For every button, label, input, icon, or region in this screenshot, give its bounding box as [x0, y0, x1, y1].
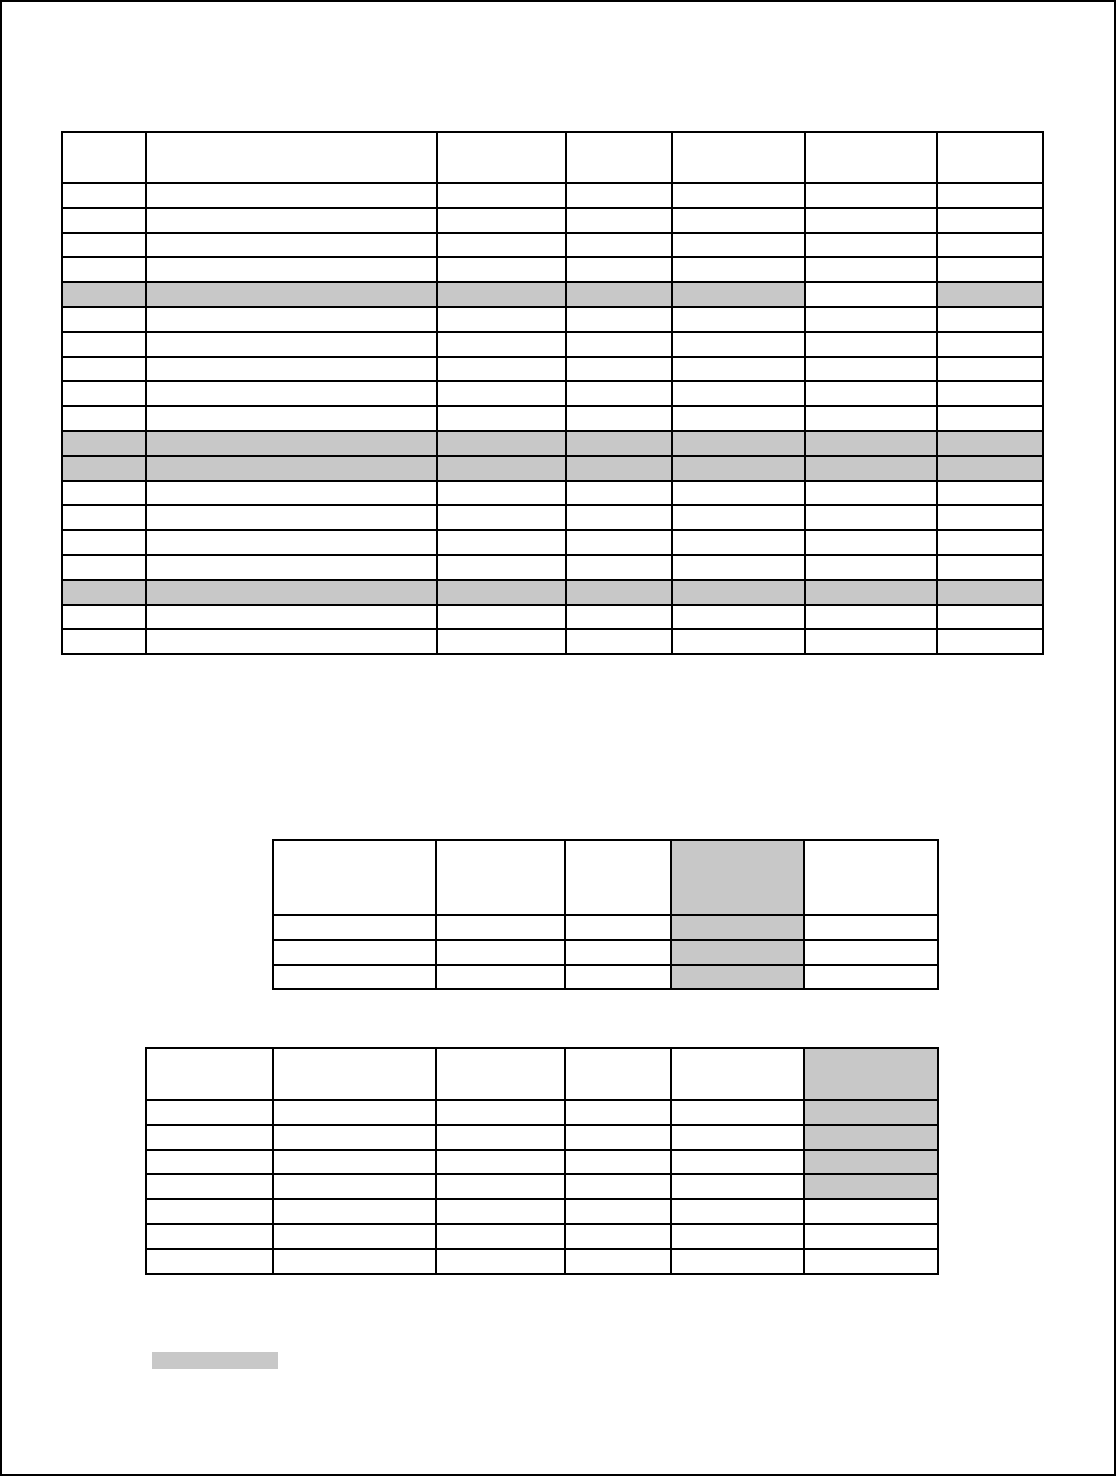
table-cell [672, 208, 805, 233]
table-cell [672, 530, 805, 555]
table-cell [436, 1224, 565, 1249]
table-row [146, 1199, 938, 1224]
table-cell [671, 1249, 804, 1274]
table-cell [146, 357, 437, 382]
table-cell [672, 481, 805, 506]
table-cell [805, 307, 936, 332]
table-cell [565, 1224, 671, 1249]
table-cell [566, 233, 672, 258]
table-cell [146, 1249, 273, 1274]
table-cell [805, 332, 936, 357]
table-cell [566, 605, 672, 630]
table-cell [805, 257, 936, 282]
table-row [62, 381, 1043, 406]
table-row [146, 1224, 938, 1249]
table-row [62, 431, 1043, 456]
table-cell [566, 481, 672, 506]
table-cell [805, 282, 936, 307]
table-row [62, 307, 1043, 332]
table-cell [565, 1125, 671, 1150]
table-cell [437, 505, 566, 530]
table-cell [566, 530, 672, 555]
table-cell [146, 1150, 273, 1175]
header-cell [565, 1048, 671, 1100]
table-row [273, 915, 938, 940]
table-cell [672, 357, 805, 382]
table-cell [672, 381, 805, 406]
table-cell [805, 183, 936, 208]
table-cell [62, 605, 146, 630]
table-row [62, 555, 1043, 580]
table-cell [62, 505, 146, 530]
table-cell [805, 481, 936, 506]
table-row [62, 233, 1043, 258]
table-cell [62, 381, 146, 406]
table-cell [62, 208, 146, 233]
table-cell [62, 530, 146, 555]
table-cell [565, 965, 671, 990]
table-row [62, 357, 1043, 382]
table-cell [565, 1174, 671, 1199]
table-cell [62, 629, 146, 654]
table-cell-shaded [671, 915, 804, 940]
table-cell [671, 1125, 804, 1150]
table-cell [671, 1224, 804, 1249]
table-cell [805, 357, 936, 382]
header-cell [566, 132, 672, 183]
header-cell [273, 1048, 436, 1100]
table-cell [146, 1125, 273, 1150]
table-row [62, 282, 1043, 307]
table-cell-shaded [805, 580, 936, 605]
table-cell-shaded [805, 431, 936, 456]
table-cell [566, 406, 672, 431]
table-cell [805, 605, 936, 630]
table-cell [566, 183, 672, 208]
header-cell [273, 840, 436, 915]
table-cell [805, 406, 936, 431]
table-row [62, 580, 1043, 605]
table-row [146, 1174, 938, 1199]
table-cell [146, 505, 437, 530]
table-cell-shaded [566, 282, 672, 307]
table-cell-shaded [62, 282, 146, 307]
table-cell [437, 208, 566, 233]
table-cell [273, 1249, 436, 1274]
table-cell [437, 530, 566, 555]
table-cell [565, 1100, 671, 1125]
table-cell [62, 307, 146, 332]
table-cell-shaded [62, 431, 146, 456]
table-cell [566, 307, 672, 332]
table-cell [273, 1199, 436, 1224]
table-row [62, 257, 1043, 282]
table-cell [62, 406, 146, 431]
table-cell [804, 940, 938, 965]
table-cell [937, 332, 1043, 357]
table-cell-shaded [437, 456, 566, 481]
table-cell [437, 605, 566, 630]
table-cell [62, 555, 146, 580]
table-cell [146, 1199, 273, 1224]
header-cell-shaded [671, 840, 804, 915]
table-row [62, 481, 1043, 506]
table-cell [146, 208, 437, 233]
table-cell-shaded [437, 431, 566, 456]
table-cell [566, 357, 672, 382]
table-cell-shaded [671, 940, 804, 965]
detail-table [145, 1047, 939, 1275]
header-cell [146, 1048, 273, 1100]
table-cell [62, 357, 146, 382]
header-cell [437, 132, 566, 183]
table-cell [566, 332, 672, 357]
table-cell-shaded [672, 580, 805, 605]
highlight-bar [152, 1352, 278, 1369]
table-row [62, 605, 1043, 630]
table-cell [937, 257, 1043, 282]
table-cell [62, 233, 146, 258]
table-cell [273, 1125, 436, 1150]
table-cell [937, 357, 1043, 382]
header-cell [671, 1048, 804, 1100]
table-cell [436, 1174, 565, 1199]
table-cell [565, 915, 671, 940]
table-row [146, 1249, 938, 1274]
table-cell [436, 1199, 565, 1224]
table-cell [672, 183, 805, 208]
header-cell [436, 1048, 565, 1100]
table-cell-shaded [437, 580, 566, 605]
table-cell [672, 605, 805, 630]
table-cell-shaded [566, 431, 672, 456]
table-cell [436, 1249, 565, 1274]
table-cell [565, 1150, 671, 1175]
summary-table-body [273, 915, 938, 989]
table-cell-shaded [937, 431, 1043, 456]
table-cell [937, 381, 1043, 406]
table-row [62, 332, 1043, 357]
table-cell [804, 915, 938, 940]
table-cell [805, 233, 936, 258]
table-cell [437, 406, 566, 431]
header-cell [436, 840, 565, 915]
header-cell [62, 132, 146, 183]
table-cell [146, 406, 437, 431]
table-cell [804, 1249, 938, 1274]
table-cell [671, 1100, 804, 1125]
summary-table-header-row [273, 840, 938, 915]
table-row [62, 629, 1043, 654]
table-row [273, 965, 938, 990]
table-cell [671, 1150, 804, 1175]
table-cell [437, 307, 566, 332]
table-row [273, 940, 938, 965]
table-cell-shaded [62, 456, 146, 481]
table-cell [937, 629, 1043, 654]
table-cell-shaded [805, 456, 936, 481]
table-cell-shaded [672, 456, 805, 481]
table-row [62, 456, 1043, 481]
table-cell-shaded [804, 1174, 938, 1199]
table-row [62, 208, 1043, 233]
table-cell [566, 629, 672, 654]
table-cell [146, 1174, 273, 1199]
table-cell [566, 505, 672, 530]
header-cell [565, 840, 671, 915]
table-cell [937, 505, 1043, 530]
main-table-header-row [62, 132, 1043, 183]
table-cell [146, 555, 437, 580]
table-cell [566, 381, 672, 406]
table-cell-shaded [937, 282, 1043, 307]
table-cell [436, 1100, 565, 1125]
main-table-body [62, 183, 1043, 654]
table-cell [937, 530, 1043, 555]
table-row [146, 1100, 938, 1125]
table-cell [437, 481, 566, 506]
table-row [62, 505, 1043, 530]
table-cell [437, 257, 566, 282]
table-cell-shaded [146, 282, 437, 307]
table-cell [437, 332, 566, 357]
table-cell [672, 505, 805, 530]
table-cell [146, 530, 437, 555]
table-cell [805, 629, 936, 654]
table-cell [437, 183, 566, 208]
table-cell [672, 257, 805, 282]
table-cell [566, 208, 672, 233]
table-cell-shaded [62, 580, 146, 605]
table-cell [146, 257, 437, 282]
detail-table-body [146, 1100, 938, 1274]
table-cell [565, 1199, 671, 1224]
main-table [61, 131, 1044, 655]
table-cell-shaded [566, 456, 672, 481]
table-cell [146, 183, 437, 208]
table-cell [937, 605, 1043, 630]
table-cell-shaded [146, 456, 437, 481]
table-cell [671, 1199, 804, 1224]
table-cell-shaded [937, 580, 1043, 605]
table-cell-shaded [146, 431, 437, 456]
table-cell [146, 605, 437, 630]
table-row [62, 183, 1043, 208]
table-cell [437, 629, 566, 654]
table-cell [146, 381, 437, 406]
table-cell [805, 381, 936, 406]
table-cell [937, 233, 1043, 258]
table-cell [565, 940, 671, 965]
header-cell [804, 840, 938, 915]
table-cell [437, 357, 566, 382]
table-cell [805, 555, 936, 580]
table-cell [273, 940, 436, 965]
table-cell [804, 1199, 938, 1224]
table-cell [273, 1174, 436, 1199]
table-cell [937, 307, 1043, 332]
table-cell [436, 965, 565, 990]
table-cell [273, 1100, 436, 1125]
table-cell [146, 307, 437, 332]
table-cell [804, 965, 938, 990]
table-cell [62, 257, 146, 282]
table-cell [62, 183, 146, 208]
header-cell [805, 132, 936, 183]
table-cell-shaded [804, 1100, 938, 1125]
table-cell [937, 183, 1043, 208]
table-cell [437, 233, 566, 258]
header-cell [672, 132, 805, 183]
table-cell [273, 915, 436, 940]
table-cell [672, 307, 805, 332]
table-cell [565, 1249, 671, 1274]
table-cell [146, 1100, 273, 1125]
table-cell [436, 1150, 565, 1175]
table-cell [437, 555, 566, 580]
header-cell-shaded [804, 1048, 938, 1100]
header-cell [937, 132, 1043, 183]
table-cell [671, 1174, 804, 1199]
table-cell-shaded [566, 580, 672, 605]
table-cell [62, 332, 146, 357]
table-cell [672, 406, 805, 431]
table-cell [146, 481, 437, 506]
table-cell-shaded [937, 456, 1043, 481]
table-row [146, 1125, 938, 1150]
table-cell [146, 1224, 273, 1249]
table-cell [273, 1150, 436, 1175]
detail-table-header-row [146, 1048, 938, 1100]
table-cell [804, 1224, 938, 1249]
table-cell [436, 940, 565, 965]
table-cell [566, 257, 672, 282]
table-cell [937, 208, 1043, 233]
header-cell [146, 132, 437, 183]
table-cell-shaded [804, 1150, 938, 1175]
table-cell [672, 629, 805, 654]
table-cell [937, 481, 1043, 506]
table-cell-shaded [672, 282, 805, 307]
summary-table [272, 839, 939, 990]
table-cell-shaded [437, 282, 566, 307]
table-cell [146, 629, 437, 654]
table-cell [672, 555, 805, 580]
table-row [62, 406, 1043, 431]
table-cell [273, 1224, 436, 1249]
table-cell [672, 233, 805, 258]
table-cell [436, 1125, 565, 1150]
table-cell [436, 915, 565, 940]
table-cell [805, 208, 936, 233]
table-cell [146, 332, 437, 357]
table-cell [805, 505, 936, 530]
table-cell [273, 965, 436, 990]
table-cell-shaded [671, 965, 804, 990]
table-cell [566, 555, 672, 580]
table-cell-shaded [672, 431, 805, 456]
table-cell [937, 406, 1043, 431]
table-cell [805, 530, 936, 555]
table-cell [62, 481, 146, 506]
table-row [146, 1150, 938, 1175]
table-cell-shaded [146, 580, 437, 605]
table-cell [146, 233, 437, 258]
table-row [62, 530, 1043, 555]
table-cell-shaded [804, 1125, 938, 1150]
table-cell [437, 381, 566, 406]
table-cell [672, 332, 805, 357]
table-cell [937, 555, 1043, 580]
